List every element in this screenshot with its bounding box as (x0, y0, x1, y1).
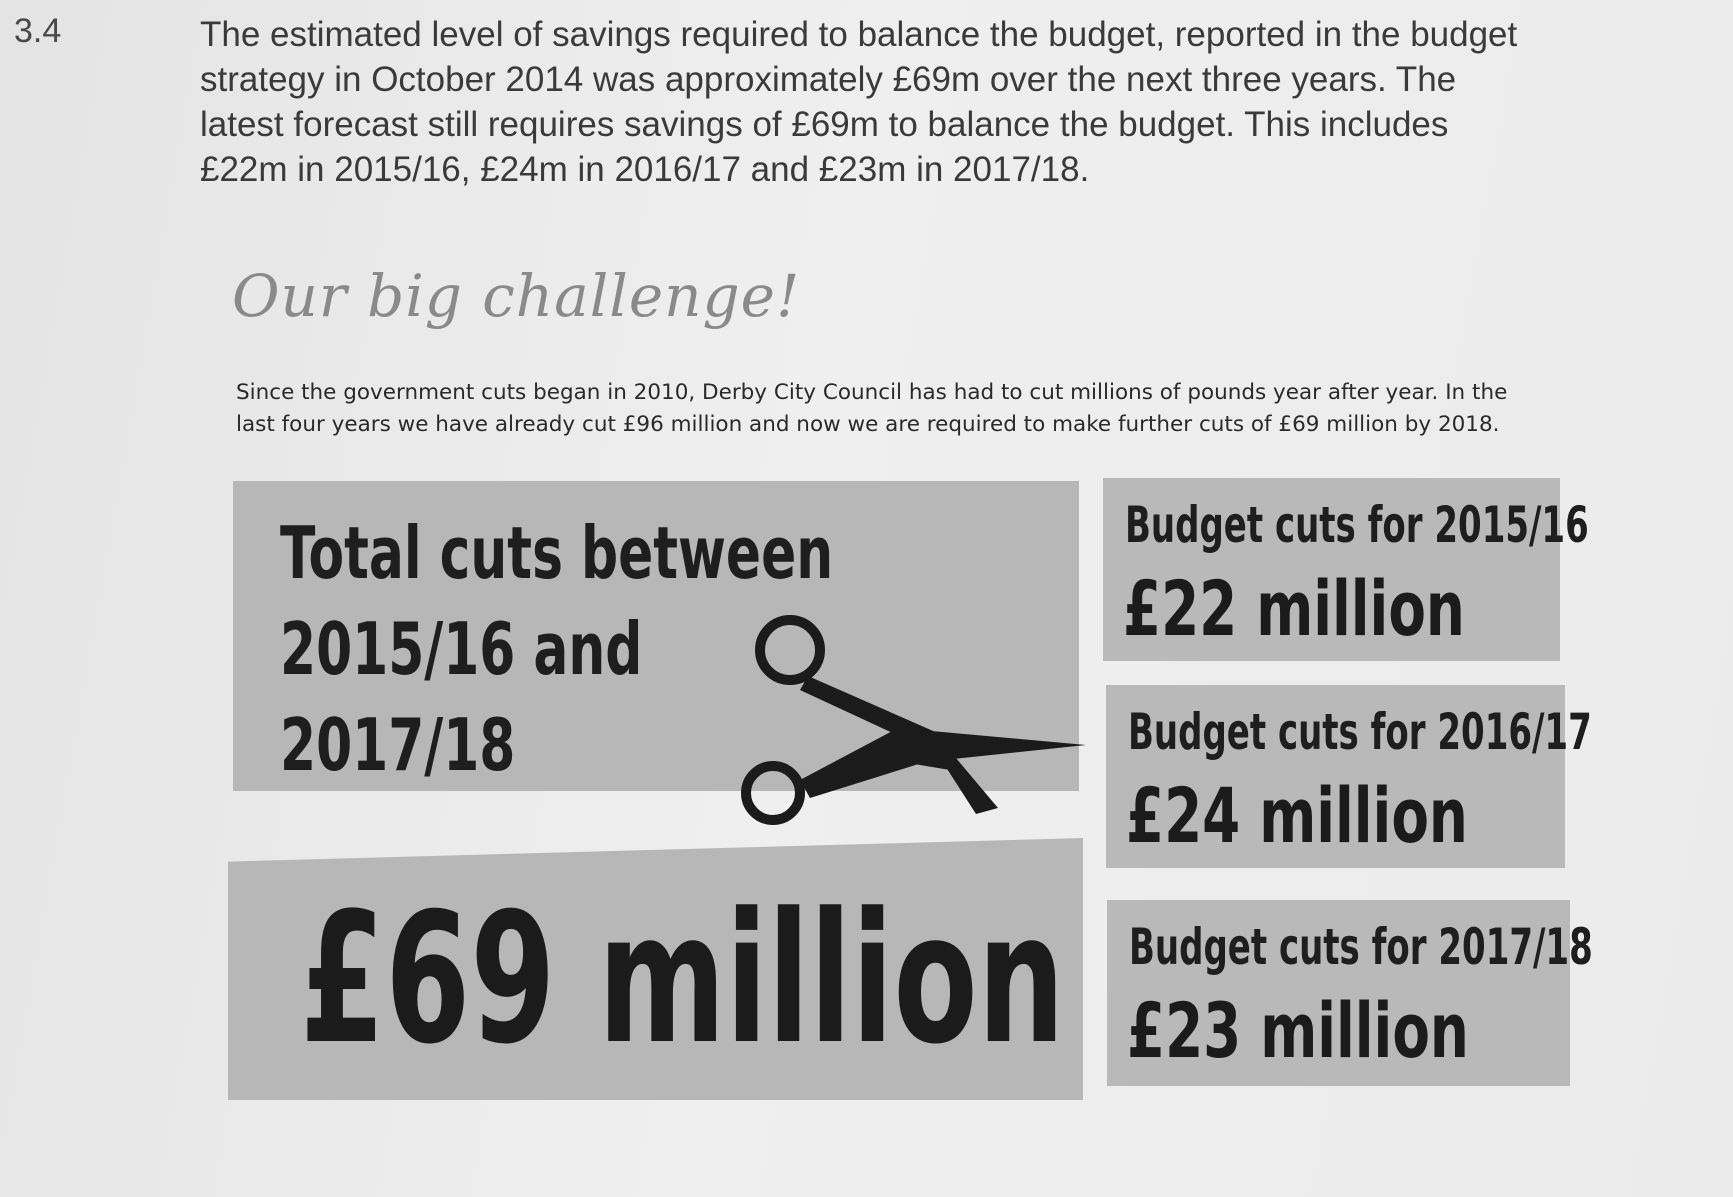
infographic-heading: Our big challenge! (232, 262, 801, 330)
budget-cut-box-2016-17 (1106, 685, 1592, 868)
paragraph-text: The estimated level of savings required to balance the budget, reported in the budget strategy in October 2014 was approximately £69m over the next three years. The latest forecast still requires savings of £69m to balance the budget. This includes £22m in 2015/16, £24m in 2016/17 and £23m in 2017/18. (200, 15, 1518, 189)
budget-cut-label: Budget cuts for 2015/16 (1125, 496, 1589, 554)
scissors-icon (720, 600, 1090, 840)
total-cuts-amount: £69 million (300, 875, 1065, 1084)
budget-cut-box-2015-16 (1103, 478, 1589, 661)
budget-cut-label: Budget cuts for 2016/17 (1128, 703, 1592, 761)
total-cuts-title: Total cuts between 2015/16 and 2017/18 (280, 511, 834, 787)
paragraph-number: 3.4 (14, 12, 62, 50)
budget-cut-value: £22 million (1123, 564, 1465, 653)
budget-cut-box-2017-18 (1107, 900, 1593, 1086)
infographic-intro: Since the government cuts began in 2010, Derby City Council has had to cut millions of pounds year after year. In the last four years we have already cut £96 million and now we are required to make further cuts of £69 million by 2018. (236, 380, 1508, 437)
budget-cut-value: £23 million (1127, 986, 1469, 1075)
budget-cut-label: Budget cuts for 2017/18 (1129, 918, 1593, 976)
budget-cut-value: £24 million (1126, 771, 1468, 860)
